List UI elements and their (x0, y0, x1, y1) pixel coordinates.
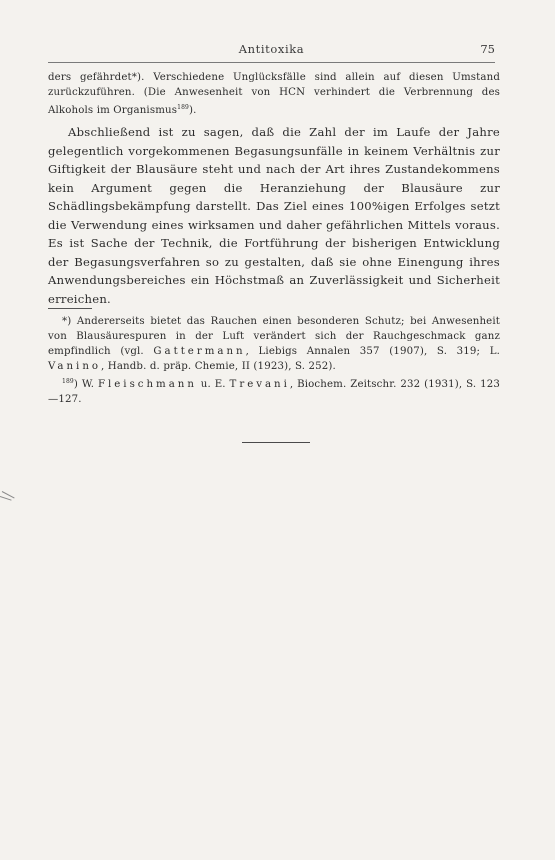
author-vanino: Vanino (48, 361, 102, 372)
citation-ref: 189 (177, 104, 190, 111)
paragraph-continued (48, 70, 500, 118)
running-head-title: Antitoxika (238, 42, 305, 56)
header-rule (48, 62, 495, 63)
paragraph-conclusion: Abschließend ist zu sagen, daß die Zahl der im Laufe der Jahre gelegentlich vorgekommenen Begasungsunfälle in keinem Verhältnis zur Giftigkeit der Blausäure steht und nach der Art ihres Zustandekommens kein Argument gegen die Heranziehung der Blausäure zur Schädlingsbekämpfung darstellt. Das Ziel eines 100%igen Erfolges setzt die Verwendung eines wirksamen und daher gefährlichen Mittels voraus. Es ist Sache der Technik, die Fortführung der bisherigen Entwicklung der Begasungsverfahren so zu gestalten, daß sie ohne Einengung ihres Anwendungsbereiches ein Höchstmaß an Zuverlässigkeit und Sicherheit erreichen. (48, 125, 500, 306)
footnote-asterisk-text-2: , Liebigs Annalen 357 (1907), S. 319; L. (245, 346, 500, 357)
paragraph-continued-end: ). (189, 105, 197, 116)
footnote-189-text-2: u. E. (196, 379, 226, 390)
end-of-section-rule (242, 442, 310, 443)
author-gattermann: Gattermann (153, 346, 246, 357)
footnote-asterisk-text-3: , Handb. d. präp. Chemie, II (1923), S. 252). (101, 361, 336, 372)
author-fleischmann: Fleischmann (97, 379, 197, 390)
footnote-189-text: ) W. (73, 379, 95, 390)
footnote-rule (48, 308, 92, 309)
footnote-asterisk-text: *) Andererseits bietet das Rauchen einen besonderen Schutz; bei Anwesenheit von Blausäurespuren in der Luft verändert sich der Rauchgeschmack ganz empfindlich (vgl. (48, 316, 500, 357)
scan-mark (0, 488, 18, 502)
footnote-189-text-3: , Biochem. Zeitschr. 232 (1931), S. 123—127. (48, 379, 500, 405)
author-trevani: Trevani (229, 379, 290, 390)
running-head (48, 42, 495, 60)
paragraph-continued-text: ders gefährdet*). Verschiedene Unglücksfälle sind allein auf diesen Umstand zurückzuführen. (Die Anwesenheit von HCN verhindert die Verbrennung des Alkohols im Organismus (48, 72, 500, 116)
footnote-189 (48, 374, 500, 407)
footnote-asterisk (48, 314, 500, 374)
page-number: 75 (480, 42, 495, 56)
footnote-ref-number: 189 (62, 378, 74, 385)
